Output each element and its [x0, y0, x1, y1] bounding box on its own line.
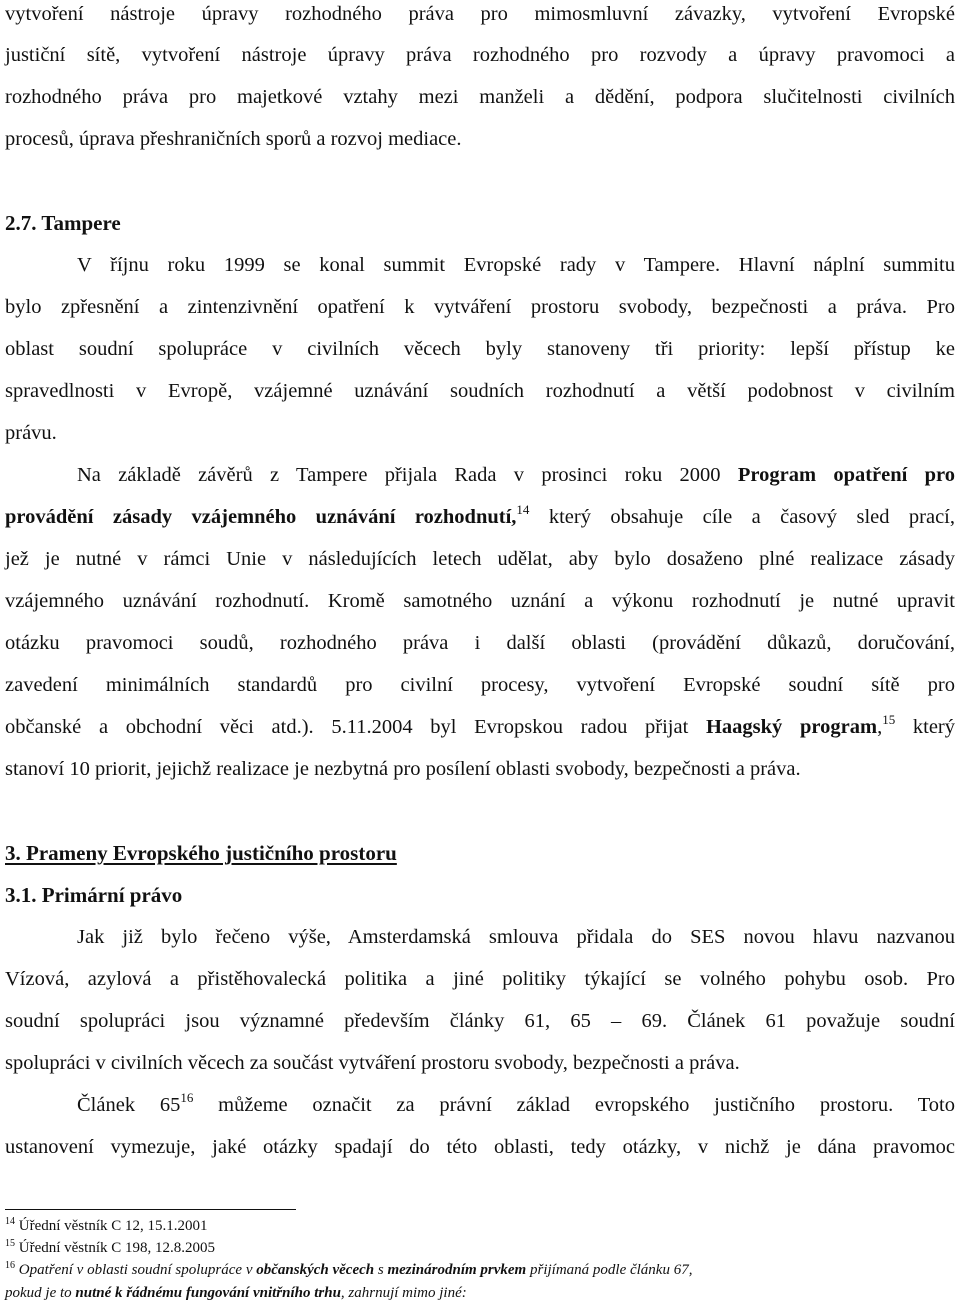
- body-line: oblast soudní spolupráce v civilních věcech byly stanoveny tři priority: lepší přístup ke: [5, 338, 955, 360]
- footnote-ref-14: 14: [516, 502, 530, 517]
- body-line: právu.: [5, 422, 57, 444]
- footnote-16-cont: pokud je to nutné k řádnému fungování vnitřního trhu, zahrnují mimo jiné:: [5, 1285, 467, 1301]
- body-line: procesů, úprava přeshraničních sporů a rozvoj mediace.: [5, 128, 462, 150]
- body-line: vzájemného uznávání rozhodnutí. Kromě samotného uznání a výkonu rozhodnutí je nutné upravit: [5, 590, 955, 612]
- haagsky-program: Haagský program: [705, 716, 878, 738]
- body-line: bylo zpřesnění a zintenzivnění opatření k vytváření prostoru svobody, bezpečnosti a práva. Pro: [5, 296, 955, 318]
- body-line: ustanovení vymezuje, jaké otázky spadají do této oblasti, tedy otázky, v nichž je dána pravomoc: [5, 1136, 955, 1158]
- body-line: rozhodného práva pro majetkové vztahy mezi manželi a dědění, podpora slučitelnosti civilních: [5, 86, 955, 108]
- footnote-ref-15: 15: [882, 712, 896, 727]
- section-heading-3-1: 3.1. Primární právo: [5, 883, 183, 907]
- body-line: zavedení minimálních standardů pro civilní procesy, vytvoření Evropské soudní sítě pro: [5, 674, 955, 696]
- footnote-16: $^{16}$ Opatření v oblasti soudní spolupráce v občanských věcech s mezinárodním prvkem přijímaná podle článku 67,: [5, 1260, 693, 1278]
- footnote-15: $^{15}$ Úřední věstník C 198, 12.8.2005: [5, 1238, 215, 1256]
- body-line: jež je nutné v rámci Unie v následujících letech udělat, aby bylo dosaženo plné realizace zásady: [5, 548, 955, 570]
- body-line: Článek $65^{16}$ můžeme označit za právní základ evropského justičního prostoru. Toto: [77, 1090, 955, 1116]
- footnote-ref-16: 16: [180, 1090, 194, 1105]
- section-heading-3: 3. Prameny Evropského justičního prostoru: [5, 841, 397, 865]
- body-line: Vízová, azylová a přistěhovalecká politika a jiné politiky týkající se volného pohybu osob. Pro: [5, 968, 955, 990]
- body-line: občanské a obchodní věci atd.). 5.11.2004 byl Evropskou radou přijat Haagský program,$^{15}$ který: [5, 712, 955, 738]
- body-line: soudní spolupráci jsou významné především články 61, 65 – 69. Článek 61 považuje soudní: [5, 1010, 955, 1032]
- footnote-separator: [5, 1209, 296, 1210]
- program-title: provádění zásady vzájemného uznávání rozhodnutí,: [5, 506, 517, 528]
- body-line: Na základě závěrů z Tampere přijala Rada v prosinci roku 2000 Program opatření pro: [77, 464, 956, 486]
- body-line: V říjnu roku 1999 se konal summit Evropské rady v Tampere. Hlavní náplní summitu: [77, 254, 955, 276]
- body-line: spravedlnosti v Evropě, vzájemné uznávání soudních rozhodnutí a větší podobnost v civilním: [5, 380, 955, 402]
- section-heading-2-7: 2.7. Tampere: [5, 211, 121, 235]
- program-title: Program opatření pro: [737, 464, 956, 486]
- body-line: provádění zásady vzájemného uznávání rozhodnutí,$^{14}$ který obsahuje cíle a časový sled prací,: [5, 502, 955, 528]
- body-line: vytvoření nástroje úpravy rozhodného práva pro mimosmluvní závazky, vytvoření Evropské: [5, 3, 955, 25]
- footnote-14: $^{14}$ Úřední věstník C 12, 15.1.2001: [5, 1216, 208, 1234]
- body-line: justiční sítě, vytvoření nástroje úpravy práva rozhodného pro rozvody a úpravy pravomoci a: [5, 44, 955, 66]
- body-line: stanoví 10 priorit, jejichž realizace je nezbytná pro posílení oblasti svobody, bezpečnosti a práva.: [5, 758, 801, 780]
- body-line: Jak již bylo řečeno výše, Amsterdamská smlouva přidala do SES novou hlavu nazvanou: [77, 926, 955, 948]
- body-line: spolupráci v civilních věcech za součást vytváření prostoru svobody, bezpečnosti a práva.: [5, 1052, 740, 1074]
- body-line: otázku pravomoci soudů, rozhodného práva i další oblasti (provádění důkazů, doručování,: [5, 632, 955, 654]
